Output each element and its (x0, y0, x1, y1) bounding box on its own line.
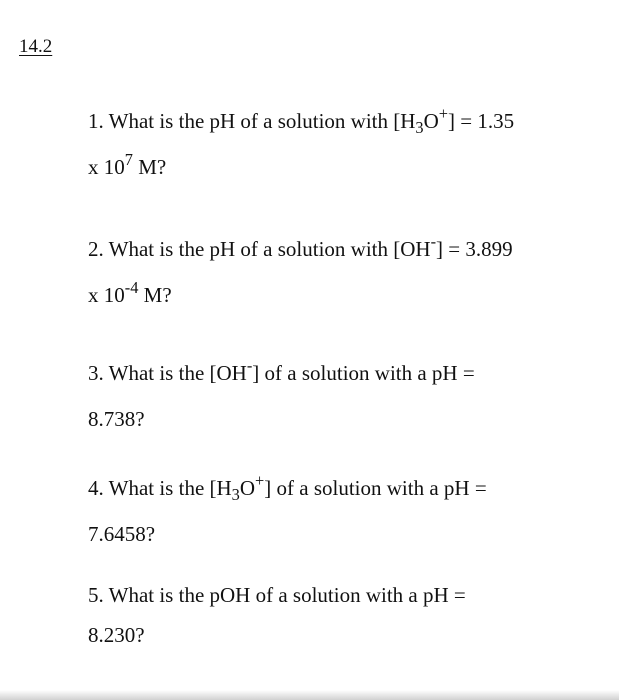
question-4-line-1: 4. What is the $[H_3O^+]$ of a solution with a pH = (88, 471, 487, 504)
question-2 (88, 226, 598, 318)
question-3-line-2: 8.738? (88, 407, 145, 431)
page-bottom-shadow (0, 690, 619, 700)
question-2-line-1: 2. What is the pH of a solution with [OH-] = 3.899 (88, 232, 513, 261)
question-5-line-1: 5. What is the pOH of a solution with a pH = (88, 583, 466, 607)
question-2-line-2: x $10^{-4}$ M? (88, 278, 172, 307)
question-5 (88, 575, 598, 655)
question-1-line-2: x $10^7$ M? (88, 150, 167, 179)
question-1-line-1: 1. What is the pH of a solution with $[H_3O^+] = 1.35$ (88, 104, 515, 137)
question-3-line-1: 3. What is the [OH-] of a solution with a pH = (88, 356, 475, 385)
question-3 (88, 350, 598, 442)
question-1 (88, 98, 598, 190)
section-heading: 14.2 (19, 36, 53, 57)
question-4 (88, 465, 598, 557)
question-4-line-2: 7.6458? (88, 522, 156, 546)
question-5-line-2: 8.230? (88, 623, 145, 647)
